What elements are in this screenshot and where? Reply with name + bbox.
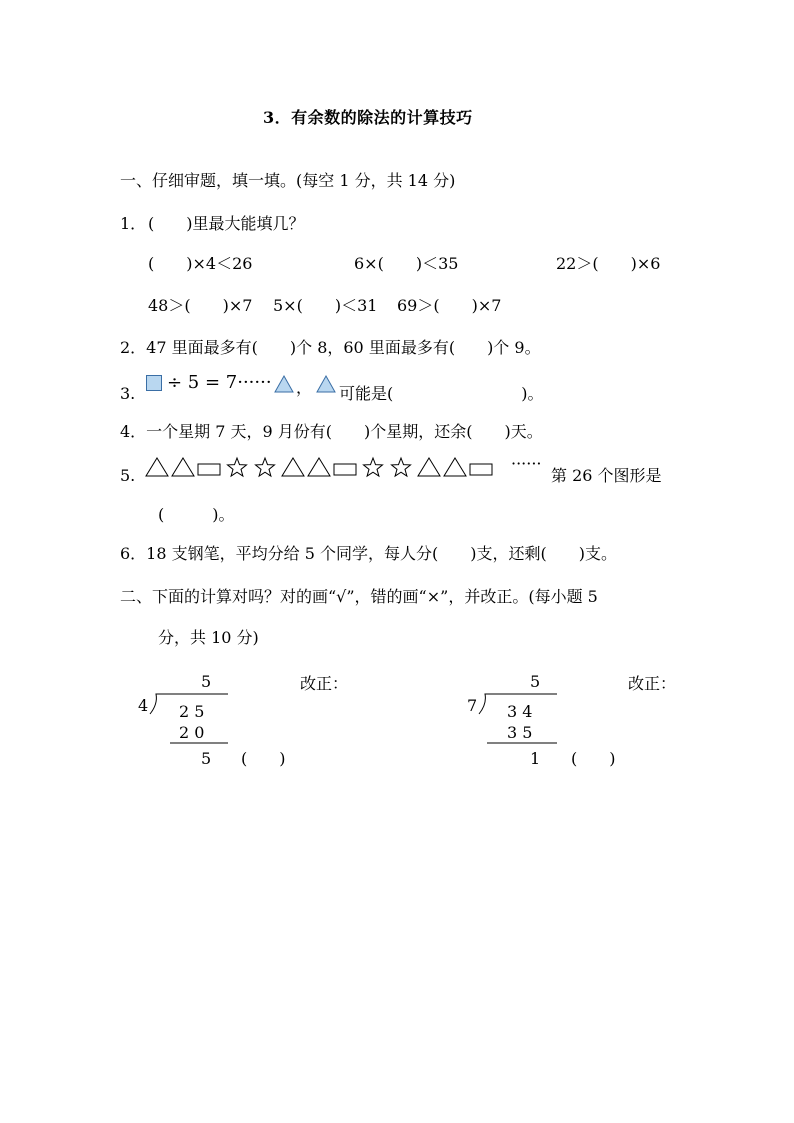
page-title: 3．有余数的除法的计算技巧 xyxy=(263,108,473,127)
q1-item-4: 48＞( )×7 xyxy=(148,296,253,315)
q3-number: 3. xyxy=(120,384,136,403)
divisor-1: 4 xyxy=(138,696,149,715)
q1-text: ( )里最大能填几？ xyxy=(148,214,305,233)
quotient-2: 5 xyxy=(530,672,541,691)
square-icon xyxy=(146,375,162,391)
section1-heading: 一、仔细审题，填一填。(每空 1 分，共 14 分) xyxy=(120,171,456,190)
judgement-box-2[interactable]: ( ) xyxy=(571,749,616,768)
rectangle-icon xyxy=(470,464,492,475)
judgement-box-1[interactable]: ( ) xyxy=(241,749,286,768)
star-icon xyxy=(228,458,247,476)
q3-comma: ， xyxy=(296,378,313,397)
fix-label-2: 改正： xyxy=(628,674,677,693)
dividend-2: 3 4 xyxy=(507,702,533,721)
quotient-1: 5 xyxy=(201,672,212,691)
q2-text: 2．47 里面最多有( )个 8，60 里面最多有( )个 9。 xyxy=(120,338,541,357)
section2-heading-cont: 分，共 10 分) xyxy=(158,628,259,647)
section2-heading: 二、下面的计算对吗？对的画“√”，错的画“×”，并改正。(每小题 5 xyxy=(120,587,598,606)
division-bracket-2 xyxy=(477,692,559,752)
triangle-icon xyxy=(308,458,330,476)
q1-item-3: 22＞( )×6 xyxy=(556,254,661,273)
fix-label-1: 改正： xyxy=(300,674,349,693)
triangle-icon xyxy=(146,458,168,476)
dividend-1: 2 5 xyxy=(179,702,205,721)
star-icon xyxy=(364,458,383,476)
q5-tail: 第 26 个图形是 xyxy=(551,466,662,485)
remainder-1: 5 xyxy=(201,749,212,768)
remainder-2: 1 xyxy=(530,749,541,768)
star-icon xyxy=(392,458,411,476)
rectangle-icon xyxy=(334,464,356,475)
division-bracket-1 xyxy=(148,692,230,752)
triangle-icon xyxy=(282,458,304,476)
rectangle-icon xyxy=(198,464,220,475)
triangle-icon xyxy=(274,375,294,393)
triangle-icon xyxy=(172,458,194,476)
triangle-icon xyxy=(444,458,466,476)
shape-sequence xyxy=(146,456,546,478)
q1-item-6: 69＞( )×7 xyxy=(397,296,502,315)
triangle-icon xyxy=(316,375,336,393)
q1-item-1: ( )×4＜26 xyxy=(148,254,253,273)
q5-number: 5. xyxy=(120,466,136,485)
q1-item-5: 5×( )＜31 xyxy=(273,296,378,315)
q6-text: 6．18 支钢笔，平均分给 5 个同学，每人分( )支，还剩( )支。 xyxy=(120,544,617,563)
star-icon xyxy=(256,458,275,476)
triangle-icon xyxy=(418,458,440,476)
q3-expression: ÷ 5 = 7······ xyxy=(167,372,272,393)
q4-text: 4．一个星期 7 天，9 月份有( )个星期，还余( )天。 xyxy=(120,422,543,441)
divisor-2: 7 xyxy=(467,696,478,715)
q5-dots: ······ xyxy=(511,454,542,473)
q1-number: 1． xyxy=(120,214,147,233)
q5-line2: ( )。 xyxy=(158,505,235,524)
product-2: 3 5 xyxy=(507,723,533,742)
product-1: 2 0 xyxy=(179,723,205,742)
q1-item-2: 6×( )＜35 xyxy=(354,254,459,273)
q3-tail: 可能是( )。 xyxy=(339,384,544,403)
